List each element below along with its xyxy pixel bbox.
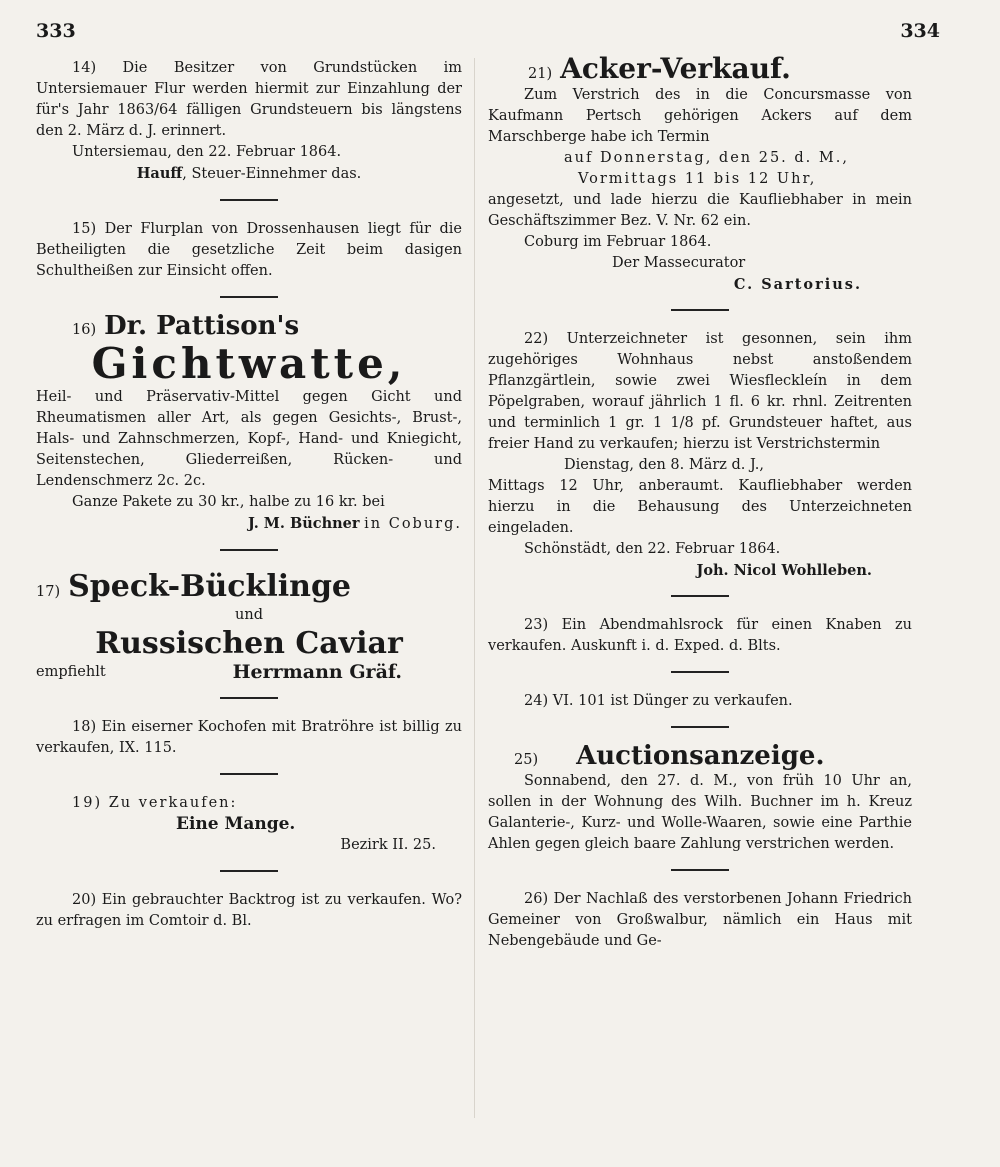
ad-17-recommends: empfiehlt	[36, 664, 106, 680]
ad-17-number: 17)	[36, 584, 61, 600]
ad-25-number: 25)	[514, 752, 539, 768]
ad-25	[488, 741, 912, 855]
ad-22-date-line: Dienstag, den 8. März d. J.,	[564, 457, 764, 473]
ad-17-product1: Speck-Bücklinge	[68, 569, 352, 604]
ad-14-signature	[36, 163, 462, 185]
ad-17-und: und	[235, 607, 263, 623]
ad-16-seller-line	[36, 513, 462, 535]
ad-17-product2: Russischen Caviar	[95, 626, 403, 661]
ad-19-line2: Eine Mange.	[176, 814, 296, 834]
ad-16-seller-place: in Coburg.	[364, 516, 462, 532]
right-column	[488, 52, 912, 962]
ad-20	[36, 890, 462, 932]
ad-18-text: 18) Ein eiserner Kochofen mit Bratröhre ist billig zu verkaufen, IX. 115.	[36, 719, 462, 756]
ad-18	[36, 717, 462, 759]
ad-21-sign: C. Sartorius.	[733, 276, 862, 293]
ad-19-line1: 19) Zu verkaufen:	[72, 795, 238, 811]
ad-16-brand: Dr. Pattison's	[104, 311, 300, 341]
page-number-left: 333	[36, 20, 76, 42]
ad-22-text2: Mittags 12 Uhr, anberaumt. Kaufliebhaber werden hierzu in die Behausung des Unterzeichneten eingeladen.	[488, 478, 912, 536]
left-column	[36, 58, 462, 942]
ad-16-product: Gichtwatte,	[91, 339, 407, 388]
ad-24-text: 24) VI. 101 ist Dünger zu verkaufen.	[524, 693, 793, 709]
ad-21-time-line: Vormittags 11 bis 12 Uhr,	[578, 171, 817, 187]
separator-rule	[671, 869, 729, 871]
separator-rule	[671, 726, 729, 728]
ad-21-text: Zum Verstrich des in die Concursmasse von Kaufmann Pertsch gehörigen Ackers auf dem Marschberge habe ich Termin	[488, 87, 912, 145]
ad-24	[488, 691, 912, 712]
ad-14-sign-name: Hauff	[136, 165, 183, 182]
separator-rule	[220, 549, 278, 551]
ad-21	[488, 52, 912, 295]
separator-rule	[671, 671, 729, 673]
ad-21-place-date: Coburg im Februar 1864.	[524, 234, 712, 250]
ad-19	[36, 793, 462, 856]
ad-14	[36, 58, 462, 185]
separator-rule	[220, 697, 278, 699]
separator-rule	[220, 296, 278, 298]
ad-23-text: 23) Ein Abendmahlsrock für einen Knaben zu verkaufen. Auskunft i. d. Exped. d. Blts.	[488, 617, 912, 654]
separator-rule	[220, 199, 278, 201]
ad-19-address: Bezirk II. 25.	[340, 837, 436, 853]
ad-17-seller: Herrmann Gräf.	[232, 661, 402, 683]
ad-22	[488, 329, 912, 581]
separator-rule	[671, 595, 729, 597]
ad-17-footer	[36, 662, 462, 683]
ad-14-place-date: Untersiemau, den 22. Februar 1864.	[72, 144, 342, 160]
ad-22-sign: Joh. Nicol Wohlleben.	[696, 562, 872, 579]
column-gutter	[474, 58, 475, 1118]
ad-25-text: Sonnabend, den 27. d. M., von früh 10 Uhr an, sollen in der Wohnung des Wilh. Buchner im h. Kreuz Galanterie-, Kurz- und Wolle-Waaren, sowie eine Parthie Ahlen gegen gleich baare Zahlung verstrichen werden.	[488, 773, 912, 852]
ad-15-text: 15) Der Flurplan von Drossenhausen liegt für die Betheiligten die gesetzliche Zeit beim dasigen Schultheißen zur Einsicht offen.	[36, 221, 462, 279]
ad-21-text2: angesetzt, und lade hierzu die Kaufliebhaber in mein Geschäftszimmer Bez. V. Nr. 62 ein.	[488, 192, 912, 229]
ad-21-number: 21)	[528, 66, 553, 82]
ad-21-date-line: auf Donnerstag, den 25. d. M.,	[564, 150, 849, 166]
page-number-right: 334	[900, 20, 940, 42]
ad-21-role: Der Massecurator	[612, 255, 746, 271]
ad-16-number: 16)	[72, 322, 97, 338]
ad-21-header	[488, 52, 912, 85]
ad-22-place-date: Schönstädt, den 22. Februar 1864.	[524, 541, 781, 557]
ad-26	[488, 889, 912, 952]
ad-17-header	[36, 569, 462, 605]
ad-22-text: 22) Unterzeichneter ist gesonnen, sein ihm zugehöriges Wohnhaus nebst anstoßendem Pflanzgärtlein, sowie zwei Wiesfleckleín in dem Pöpelgraben, worauf jährlich 1 fl. 6 kr. rhnl. Zeitrenten und terminlich 1 gr. 1 1/8 pf. Grundsteuer haftet, aus freier Hand zu verkaufen; hierzu ist Verstrichstermin	[488, 331, 912, 452]
ad-20-text: 20) Ein gebrauchter Backtrog ist zu verkaufen. Wo? zu erfragen im Comtoir d. Bl.	[36, 892, 462, 929]
ad-21-title: Acker-Verkauf.	[560, 52, 791, 85]
ad-16-header	[36, 311, 462, 341]
ad-16-seller: J. M. Büchner	[247, 515, 360, 532]
separator-rule	[220, 773, 278, 775]
ad-25-header	[488, 741, 912, 771]
ad-25-title: Auctionsanzeige.	[576, 741, 825, 771]
ad-16-price: Ganze Pakete zu 30 kr., halbe zu 16 kr. bei	[72, 494, 385, 510]
ad-15	[36, 219, 462, 282]
separator-rule	[671, 309, 729, 311]
ad-23	[488, 615, 912, 657]
ad-26-text: 26) Der Nachlaß des verstorbenen Johann Friedrich Gemeiner von Großwalbur, nämlich ein Haus mit Nebengebäude und Ge-	[488, 891, 912, 949]
ad-14-text: 14) Die Besitzer von Grundstücken im Untersiemauer Flur werden hiermit zur Einzahlung der für's Jahr 1863/64 fälligen Grundsteuern bis längstens den 2. März d. J. erinnert.	[36, 60, 462, 139]
separator-rule	[220, 870, 278, 872]
ad-14-sign-role: , Steuer-Einnehmer das.	[182, 166, 362, 182]
ad-17	[36, 569, 462, 683]
ad-16-text: Heil- und Präservativ-Mittel gegen Gicht und Rheumatismen aller Art, als gegen Gesichts-, Brust-, Hals- und Zahnschmerzen, Kopf-, Hand- und Kniegicht, Seitenstechen, Gliederreißen, Rücken- und Lendenschmerz 2c. 2c.	[36, 389, 462, 489]
ad-16	[36, 311, 462, 535]
